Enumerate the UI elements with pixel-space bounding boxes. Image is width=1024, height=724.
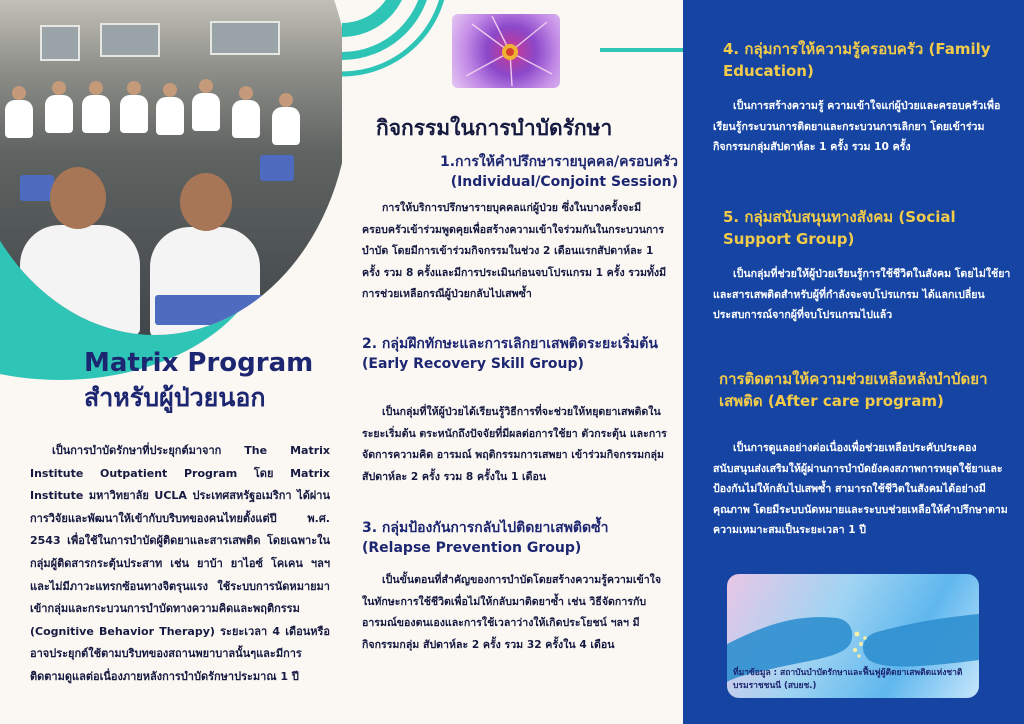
- section-4-body: เป็นการสร้างความรู้ ความเข้าใจแก่ผู้ป่วยและครอบครัวเพื่อเรียนรู้กระบวนการติดยาและกระบวนการเลิกยา โดยเข้าร่วมกิจกรรมกลุ่มสัปดาห์ละ 1 ครั้ง รวม 10 ครั้ง: [713, 100, 1001, 154]
- teal-rings-decoration: [342, 0, 462, 90]
- source-credit: ที่มาข้อมูล : สถาบันบำบัดรักษาและฟื้นฟูผู้ติดยาเสพติดแห่งชาติบรมราชชนนี (สบยช.): [733, 668, 963, 691]
- section-4-heading: 4. กลุ่มการให้ความรู้ครอบครัว (Family Education): [723, 40, 991, 80]
- wall-window: [100, 23, 160, 57]
- section-2-body: เป็นกลุ่มที่ให้ผู้ป่วยได้เรียนรู้วิธีการที่จะช่วยให้หยุดยาเสพติดในระยะเริ่มต้น ตระหนักถึงปัจจัยที่มีผลต่อการใช้ยา ตัวกระตุ้น และการจัดการความคิด อารมณ์ พฤติกรรมการเสพยา เข้าร่วมกิจกรรมกลุ่ม สัปดาห์ละ 2 ครั้ง รวม 8 ครั้งใน 1 เดือน: [362, 406, 667, 483]
- section-1-body: การให้บริการปรึกษารายบุคคลแก่ผู้ป่วย ซึ่งในบางครั้งจะมีครอบครัวเข้าร่วมพูดคุยเพื่อสร้างความเข้าใจร่วมกันในกระบวนการบำบัด โดยมีการเข้าร่วมกิจกรรมในช่วง 2 เดือนแรกสัปดาห์ละ 1 ครั้ง รวม 8 ครั้งและมีการประเมินก่อนจบโปรแกรม 1 ครั้ง รวมทั้งมีการช่วยเหลือกรณีผู้ป่วยกลับไปเสพซ้ำ: [362, 202, 667, 301]
- section-3-heading: 3. กลุ่มป้องกันการกลับไปติดยาเสพติดซ้ำ (Relapse Prevention Group): [362, 520, 609, 556]
- left-panel: [0, 0, 342, 724]
- middle-panel: [342, 0, 683, 724]
- program-title: Matrix Program: [84, 348, 314, 378]
- section-2-heading: 2. กลุ่มฝึกทักษะและการเลิกยาเสพติดระยะเริ่มต้น (Early Recovery Skill Group): [362, 336, 658, 372]
- participant-head: [180, 173, 232, 231]
- wall-window: [40, 25, 80, 61]
- aftercare-body: เป็นการดูแลอย่างต่อเนื่องเพื่อช่วยเหลือประคับประคองสนับสนุนส่งเสริมให้ผู้ผ่านการบำบัดยังคงสภาพการหยุดใช้ยาและป้องกันไม่ให้กลับไปเสพซ้ำ สามารถใช้ชีวิตในสังคมได้อย่างมีคุณภาพ โดยมีระบบนัดหมายและระบบช่วยเหลือให้คำปรึกษาตามความเหมาะสมเป็นระยะเวลา 1 ปี: [713, 442, 1008, 537]
- section-5-heading: 5. กลุ่มสนับสนุนทางสังคม (Social Support Group): [723, 208, 956, 248]
- teal-connector-line: [600, 48, 696, 52]
- section-5-body: เป็นกลุ่มที่ช่วยให้ผู้ป่วยเรียนรู้การใช้ชีวิตในสังคม โดยไม่ใช้ยาและสารเสพติดสำหรับผู้ที่กำลังจะจบโปรแกรม ได้แลกเปลี่ยนประสบการณ์จากผู้ที่จบโปรแกรมไปแล้ว: [713, 268, 1011, 322]
- participant: [45, 95, 73, 133]
- section-1-heading: 1.การให้คำปรึกษารายบุคคล/ครอบครัว (Individual/Conjoint Session): [440, 154, 678, 190]
- chair: [155, 295, 265, 325]
- section-3-body: เป็นขั้นตอนที่สำคัญของการบำบัดโดยสร้างความรู้ความเข้าใจในทักษะการใช้ชีวิตเพื่อไม่ให้กลับมาติดยาซ้ำ เช่น วิธีจัดการกับอารมณ์ของตนเองและการใช้เวลาว่างให้เกิดประโยชน์ ฯลฯ มีกิจกรรมกลุ่ม สัปดาห์ละ 2 ครั้ง รวม 32 ครั้งใน 4 เดือน: [362, 574, 662, 651]
- group-session-photo: [0, 0, 342, 335]
- participant: [5, 100, 33, 138]
- participant-back: [20, 225, 140, 335]
- neuron-illustration: [452, 14, 560, 88]
- participant: [120, 95, 148, 133]
- program-description: เป็นการบำบัดรักษาที่ประยุกต์มาจาก The Matrix Institute Outpatient Program โดย Matrix Institute มหาวิทยาลัย UCLA ประเทศสหรัฐอเมริกา ได้ผ่านการวิจัยและพัฒนาให้เข้ากับบริบทของคนไทยตั้งแต่ปี พ.ศ. 2543 เพื่อใช้ในการบำบัดผู้ติดยาและสารเสพติด โดยเฉพาะในกลุ่มผู้ติดสารกระตุ้นประสาท เช่น ยาบ้า ยาไอซ์ โคเคน ฯลฯ และไม่มีภาวะแทรกซ้อนทางจิตรุนแรง ใช้ระบบการนัดหมายมาเข้ากลุ่มและกระบวนการบำบัดทางความคิดและพฤติกรรม (Cognitive Behavior Therapy) ระยะเวลา 4 เดือนหรืออาจประยุกต์ใช้ตามบริบทของสถานพยาบาลนั้นๆและมีการติดตามดูแลต่อเนื่องภายหลังการบำบัดรักษาประมาณ 1 ปี: [30, 444, 330, 683]
- participant: [82, 95, 110, 133]
- right-panel: [683, 0, 1024, 724]
- participant: [156, 97, 184, 135]
- chair: [20, 175, 54, 201]
- aftercare-heading: การติดตามให้ความช่วยเหลือหลังบำบัดยาเสพติด (After care program): [719, 370, 988, 410]
- participant-head: [50, 167, 106, 229]
- participant: [192, 93, 220, 131]
- wall-window: [210, 21, 280, 55]
- activities-title: กิจกรรมในการบำบัดรักษา: [376, 116, 613, 140]
- chair: [260, 155, 294, 181]
- participant: [272, 107, 300, 145]
- program-subtitle: สำหรับผู้ป่วยนอก: [84, 383, 266, 412]
- participant: [232, 100, 260, 138]
